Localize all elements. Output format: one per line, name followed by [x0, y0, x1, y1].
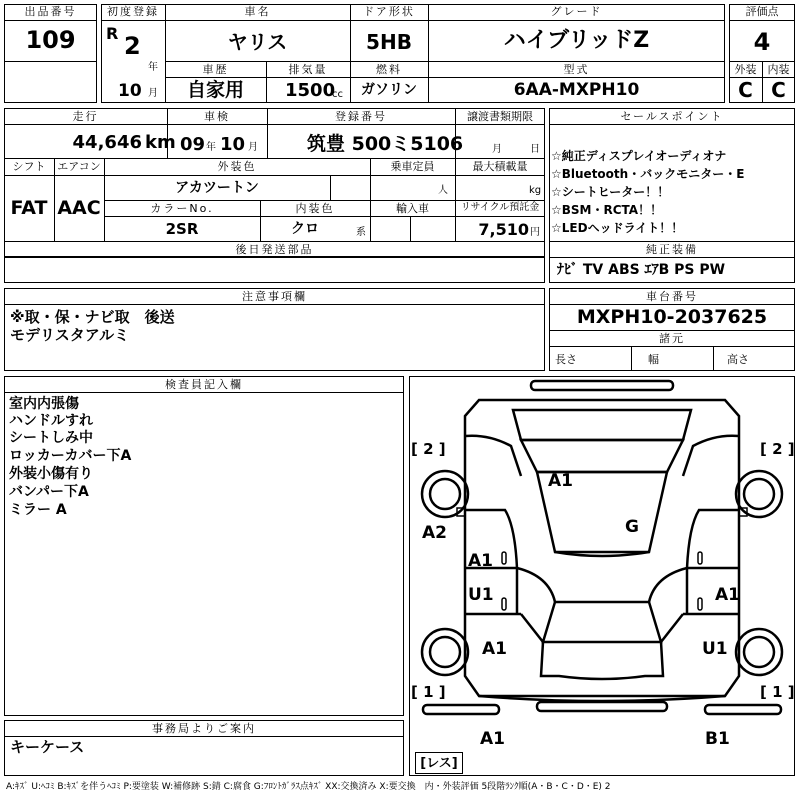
inspection-month-unit: 月: [248, 142, 258, 153]
load-unit: kg: [529, 185, 542, 196]
mark-windshield: G: [625, 517, 639, 537]
equipment-label: 純正装備: [646, 243, 698, 256]
tire-rear-right: [ 1 ]: [760, 683, 795, 701]
displacement-unit: cc: [332, 89, 343, 100]
mark-left-rear-door: U1: [468, 585, 494, 605]
displacement-label: 排気量: [288, 63, 328, 76]
width-label: 幅: [648, 353, 659, 366]
door-label: ドア形状: [363, 5, 415, 18]
color-no: 2SR: [165, 220, 199, 238]
color-no-label: カラーNo.: [150, 202, 214, 215]
mark-right-front-door: A1: [715, 585, 740, 605]
inspection-label: 車検: [204, 110, 230, 123]
transfer-day: 日: [530, 144, 540, 155]
tire-rear-left: [ 1 ]: [411, 683, 446, 701]
first-reg-year: 2: [124, 32, 141, 60]
first-reg-month: 10: [118, 81, 142, 101]
car-name-label: 車名: [244, 5, 271, 18]
fuel: ガソリン: [361, 82, 417, 98]
transfer-label: 譲渡書類期限: [467, 110, 533, 123]
mileage-label: 走行: [72, 110, 99, 123]
int-grade-label: 内装: [767, 63, 790, 76]
sales-label: セールスポイント: [620, 110, 724, 123]
displacement: 1500: [285, 80, 336, 101]
sales-line: ☆BSM・RCTA！！: [551, 203, 663, 217]
grade: ハイブリッドZ: [503, 28, 650, 53]
height-label: 高さ: [727, 353, 749, 366]
inspector-line: シートしみ中: [9, 430, 93, 446]
chassis-number: MXPH10-2037625: [576, 306, 768, 328]
tire-front-left: [ 2 ]: [411, 440, 446, 458]
history-label: 車歴: [202, 63, 229, 76]
ext-grade: C: [738, 78, 753, 102]
score-label: 評価点: [745, 5, 779, 18]
inspector-line: ミラー A: [9, 502, 67, 518]
mileage-unit: km: [145, 132, 176, 153]
int-grade: C: [771, 78, 786, 102]
fuel-label: 燃料: [376, 63, 402, 76]
model: 6AA-MXPH10: [513, 80, 640, 100]
inspector-line: 室内内張傷: [9, 396, 79, 412]
ext-color-label: 外装色: [217, 160, 257, 173]
reg-no-label: 登録番号: [335, 110, 387, 123]
tire-front-right: [ 2 ]: [760, 440, 795, 458]
inspection-year-unit: 年: [206, 142, 216, 153]
month-unit: 月: [148, 88, 158, 99]
inspector-label: 検査員記入欄: [165, 378, 243, 391]
transfer-month: 月: [492, 144, 502, 155]
mark-left-quarter: A1: [482, 639, 507, 659]
spare-tire: [レス]: [420, 756, 458, 771]
office-label: 事務局よりご案内: [152, 722, 256, 735]
capacity-label: 乗車定員: [390, 160, 435, 173]
inspector-line: バンパー下A: [9, 484, 89, 500]
history: 自家用: [186, 79, 244, 101]
car-name: ヤリス: [227, 30, 288, 54]
ac-label: エアコン: [57, 160, 101, 173]
lot-number: 109: [25, 26, 76, 54]
equipment-items: ﾅﾋﾞ TV ABS ｴｱB PS PW: [557, 262, 726, 278]
spec-label: 諸元: [659, 332, 685, 345]
door-type: 5HB: [366, 30, 412, 54]
load-label: 最大積載量: [472, 160, 528, 173]
mark-right-rear-door: U1: [702, 639, 728, 659]
later-parts-label: 後日発送部品: [235, 243, 314, 256]
year-unit: 年: [148, 62, 158, 73]
sales-line: ☆純正ディスプレイオーディオナ: [551, 149, 727, 163]
era: R: [106, 24, 119, 43]
inspector-line: 外装小傷有り: [9, 466, 93, 482]
mileage: 44,646: [72, 132, 142, 153]
mark-left-front-door: A1: [468, 551, 493, 571]
first-reg-label: 初度登録: [107, 5, 159, 18]
reg-no: 筑豊 500ミ5106: [307, 133, 464, 155]
recycle-unit: 円: [530, 227, 540, 238]
int-color: クロ: [291, 221, 319, 237]
import-label: 輸入車: [396, 202, 429, 215]
legend: A:ｷｽﾞ U:ﾍｺﾐ B:ｷｽﾞを伴うﾍｺﾐ P:要塗装 W:補修跡 S:錆 C:腐食 G:ﾌﾛﾝﾄｶﾞﾗｽ点ｷｽﾞ XX:交換済み X:要交換 内・外装評価 5段階ﾗﾝｸ順(A・B・C・D・E) 2: [6, 782, 611, 792]
inspection-month: 10: [220, 134, 246, 155]
ext-grade-label: 外装: [734, 63, 757, 76]
inspection-year: 09: [180, 134, 206, 155]
grade-label: グレード: [550, 5, 603, 18]
car-outline: [409, 376, 795, 776]
lot-number-label: 出品番号: [24, 5, 77, 18]
later-parts-area: [4, 257, 545, 283]
mark-rear-right: B1: [705, 729, 730, 749]
inspector-line: ハンドルすれ: [9, 413, 93, 429]
score: 4: [753, 28, 771, 56]
office-text: キーケース: [10, 738, 85, 756]
mark-roof: A1: [548, 471, 573, 491]
model-label: 型式: [563, 63, 590, 76]
notes-line: モデリスタアルミ: [10, 326, 130, 344]
mark-left-front-fender: A2: [422, 523, 447, 543]
ext-color: アカツートン: [175, 180, 259, 196]
sales-line: ☆シートヒーター！！: [551, 185, 670, 199]
sales-line: ☆LEDヘッドライト！！: [551, 221, 684, 235]
recycle: 7,510: [478, 220, 529, 239]
notes-line: ※取・保・ナビ取 後送: [10, 308, 175, 326]
recycle-label: リサイクル預託金: [460, 202, 540, 213]
length-label: 長さ: [555, 353, 577, 366]
capacity-unit: 人: [438, 185, 448, 196]
mark-rear-left: A1: [480, 729, 505, 749]
int-color-unit: 系: [356, 227, 366, 238]
shift-label: シフト: [12, 160, 46, 173]
inspector-line: ロッカーカバー下A: [9, 448, 132, 464]
sales-line: ☆Bluetooth・バックモニター・E: [551, 167, 745, 181]
int-color-label: 内装色: [295, 202, 335, 215]
ac: AAC: [57, 197, 101, 219]
shift: FAT: [10, 197, 48, 219]
chassis-label: 車台番号: [646, 290, 698, 303]
notes-label: 注意事項欄: [242, 290, 307, 303]
